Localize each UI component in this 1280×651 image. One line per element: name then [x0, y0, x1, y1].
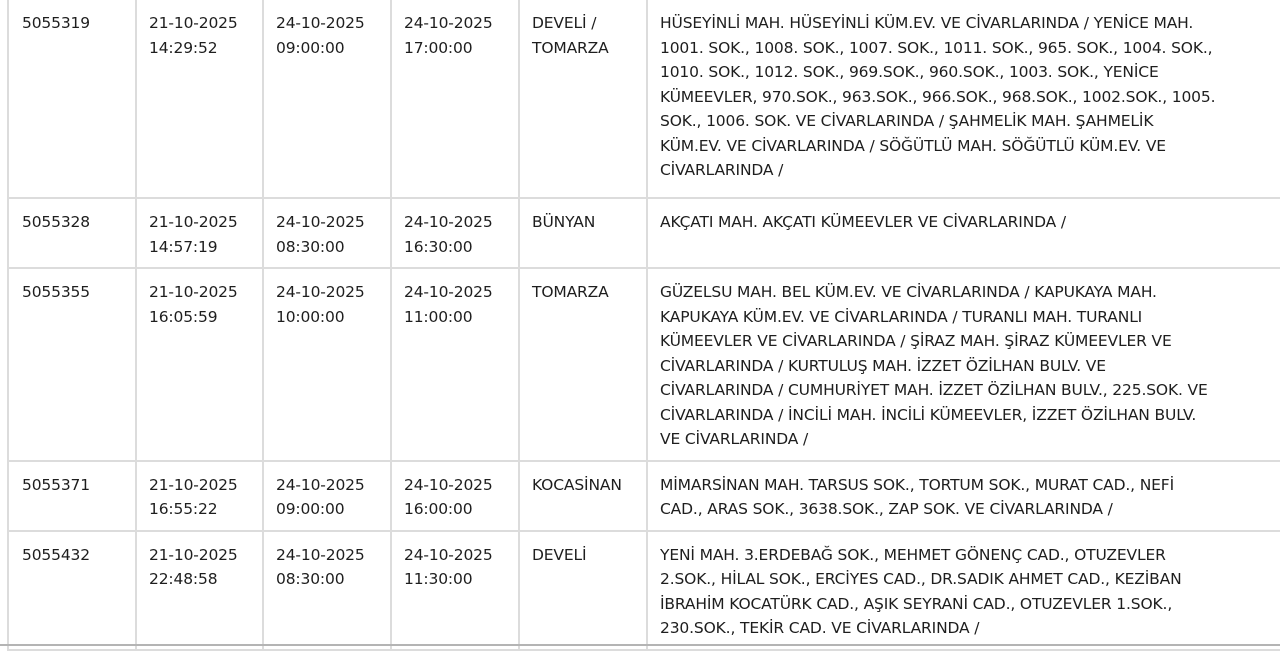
- outage-no-cell: [8, 198, 136, 268]
- created-time: 14:57:19: [149, 237, 218, 256]
- outage-no: 5055355: [22, 283, 90, 301]
- created-date: 21-10-2025: [149, 475, 238, 494]
- end-datetime-cell: [391, 461, 519, 531]
- district-cell: [519, 0, 647, 198]
- start-datetime-cell: [263, 531, 391, 650]
- created-datetime-cell: [136, 198, 263, 268]
- start-datetime-cell: [263, 198, 391, 268]
- end-datetime-cell: [391, 268, 519, 461]
- affected-area-line: SOK., 1006. SOK. VE CİVARLARINDA / ŞAHMELİK MAH. ŞAHMELİK: [660, 112, 1154, 130]
- table-row: [8, 268, 1280, 461]
- table-row: [8, 0, 1280, 198]
- district-cell: [519, 268, 647, 461]
- end-date: 24-10-2025: [404, 283, 493, 301]
- affected-area-line: YENİ MAH. 3.ERDEBAĞ SOK., MEHMET GÖNENÇ CAD., OTUZEVLER: [660, 545, 1166, 564]
- district-line: DEVELİ: [532, 545, 587, 564]
- affected-area-line: KAPUKAYA KÜM.EV. VE CİVARLARINDA / TURANLI MAH. TURANLI: [660, 307, 1143, 326]
- end-time: 17:00:00: [404, 38, 473, 57]
- district-cell: [519, 198, 647, 268]
- start-date: 24-10-2025: [276, 14, 365, 32]
- outage-no-cell: [8, 531, 136, 650]
- district-cell: [519, 461, 647, 531]
- end-datetime-cell: [391, 0, 519, 198]
- table-row: [8, 461, 1280, 531]
- affected-area-line: 2.SOK., HİLAL SOK., ERCİYES CAD., DR.SADIK AHMET CAD., KEZİBAN: [660, 570, 1182, 588]
- created-time: 22:48:58: [149, 570, 218, 588]
- end-time: 16:30:00: [404, 237, 473, 256]
- start-time: 09:00:00: [276, 38, 345, 57]
- created-date: 21-10-2025: [149, 283, 238, 301]
- affected-area-cell: [647, 268, 1280, 461]
- start-datetime-cell: [263, 0, 391, 198]
- created-datetime-cell: [136, 0, 263, 198]
- affected-area-line: GÜZELSU MAH. BEL KÜM.EV. VE CİVARLARINDA / KAPUKAYA MAH.: [660, 283, 1157, 301]
- end-datetime-cell: [391, 198, 519, 268]
- affected-area-line: KÜMEEVLER, 970.SOK., 963.SOK., 966.SOK., 968.SOK., 1002.SOK., 1005.: [660, 87, 1216, 106]
- end-date: 24-10-2025: [404, 475, 493, 494]
- start-time: 08:30:00: [276, 237, 345, 256]
- start-date: 24-10-2025: [276, 283, 365, 301]
- affected-area-cell: [647, 531, 1280, 650]
- end-time: 11:30:00: [404, 570, 473, 588]
- start-date: 24-10-2025: [276, 475, 365, 494]
- affected-area-line: İBRAHİM KOCATÜRK CAD., AŞIK SEYRANİ CAD., OTUZEVLER 1.SOK.,: [660, 594, 1173, 613]
- affected-area-line: HÜSEYİNLİ MAH. HÜSEYİNLİ KÜM.EV. VE CİVARLARINDA / YENİCE MAH.: [660, 14, 1194, 32]
- created-date: 21-10-2025: [149, 545, 238, 564]
- bottom-divider: [0, 644, 1280, 646]
- affected-area-line: KÜMEEVLER VE CİVARLARINDA / ŞİRAZ MAH. ŞİRAZ KÜMEEVLER VE: [660, 332, 1172, 350]
- outage-no: 5055432: [22, 545, 90, 564]
- end-date: 24-10-2025: [404, 213, 493, 231]
- outage-no-cell: [8, 461, 136, 531]
- affected-area-line: AKÇATI MAH. AKÇATI KÜMEEVLER VE CİVARLARINDA /: [660, 213, 1066, 231]
- created-datetime-cell: [136, 461, 263, 531]
- affected-area-cell: [647, 0, 1280, 198]
- end-datetime-cell: [391, 531, 519, 650]
- table-row: [8, 198, 1280, 268]
- affected-area-line: CİVARLARINDA /: [660, 161, 784, 179]
- affected-area-line: CİVARLARINDA / CUMHURİYET MAH. İZZET ÖZİLHAN BULV., 225.SOK. VE: [660, 381, 1208, 399]
- affected-area-line: 1010. SOK., 1012. SOK., 969.SOK., 960.SOK., 1003. SOK., YENİCE: [660, 63, 1159, 81]
- created-time: 14:29:52: [149, 38, 218, 57]
- end-date: 24-10-2025: [404, 545, 493, 564]
- end-time: 11:00:00: [404, 307, 473, 326]
- outage-no: 5055328: [22, 213, 90, 231]
- affected-area-cell: [647, 198, 1280, 268]
- outage-no: 5055319: [22, 14, 90, 32]
- table-row: [8, 531, 1280, 650]
- start-time: 08:30:00: [276, 570, 345, 588]
- outage-table: [7, 0, 1280, 651]
- created-date: 21-10-2025: [149, 14, 238, 32]
- affected-area-line: 230.SOK., TEKİR CAD. VE CİVARLARINDA /: [660, 619, 980, 637]
- created-datetime-cell: [136, 531, 263, 650]
- start-date: 24-10-2025: [276, 545, 365, 564]
- district-line: TOMARZA: [532, 283, 609, 301]
- affected-area-line: CİVARLARINDA / KURTULUŞ MAH. İZZET ÖZİLHAN BULV. VE: [660, 356, 1106, 375]
- start-datetime-cell: [263, 268, 391, 461]
- district-cell: [519, 531, 647, 650]
- outage-no: 5055371: [22, 475, 90, 494]
- start-date: 24-10-2025: [276, 213, 365, 231]
- outage-table-body: [8, 0, 1280, 650]
- affected-area-cell: [647, 461, 1280, 531]
- start-time: 09:00:00: [276, 500, 345, 518]
- district-line: BÜNYAN: [532, 213, 596, 231]
- affected-area-line: CAD., ARAS SOK., 3638.SOK., ZAP SOK. VE CİVARLARINDA /: [660, 500, 1113, 518]
- district-line: DEVELİ /: [532, 14, 597, 32]
- affected-area-line: 1001. SOK., 1008. SOK., 1007. SOK., 1011. SOK., 965. SOK., 1004. SOK.,: [660, 38, 1213, 57]
- district-line: KOCASİNAN: [532, 475, 622, 494]
- created-time: 16:05:59: [149, 307, 218, 326]
- outage-no-cell: [8, 0, 136, 198]
- end-time: 16:00:00: [404, 500, 473, 518]
- start-time: 10:00:00: [276, 307, 345, 326]
- affected-area-line: VE CİVARLARINDA /: [660, 430, 809, 448]
- district-line: TOMARZA: [532, 38, 609, 57]
- outage-no-cell: [8, 268, 136, 461]
- end-date: 24-10-2025: [404, 14, 493, 32]
- affected-area-line: CİVARLARINDA / İNCİLİ MAH. İNCİLİ KÜMEEVLER, İZZET ÖZİLHAN BULV.: [660, 405, 1197, 424]
- created-date: 21-10-2025: [149, 213, 238, 231]
- start-datetime-cell: [263, 461, 391, 531]
- affected-area-line: MİMARSİNAN MAH. TARSUS SOK., TORTUM SOK., MURAT CAD., NEFİ: [660, 475, 1174, 494]
- created-time: 16:55:22: [149, 500, 218, 518]
- created-datetime-cell: [136, 268, 263, 461]
- affected-area-line: KÜM.EV. VE CİVARLARINDA / SÖĞÜTLÜ MAH. SÖĞÜTLÜ KÜM.EV. VE: [660, 136, 1166, 155]
